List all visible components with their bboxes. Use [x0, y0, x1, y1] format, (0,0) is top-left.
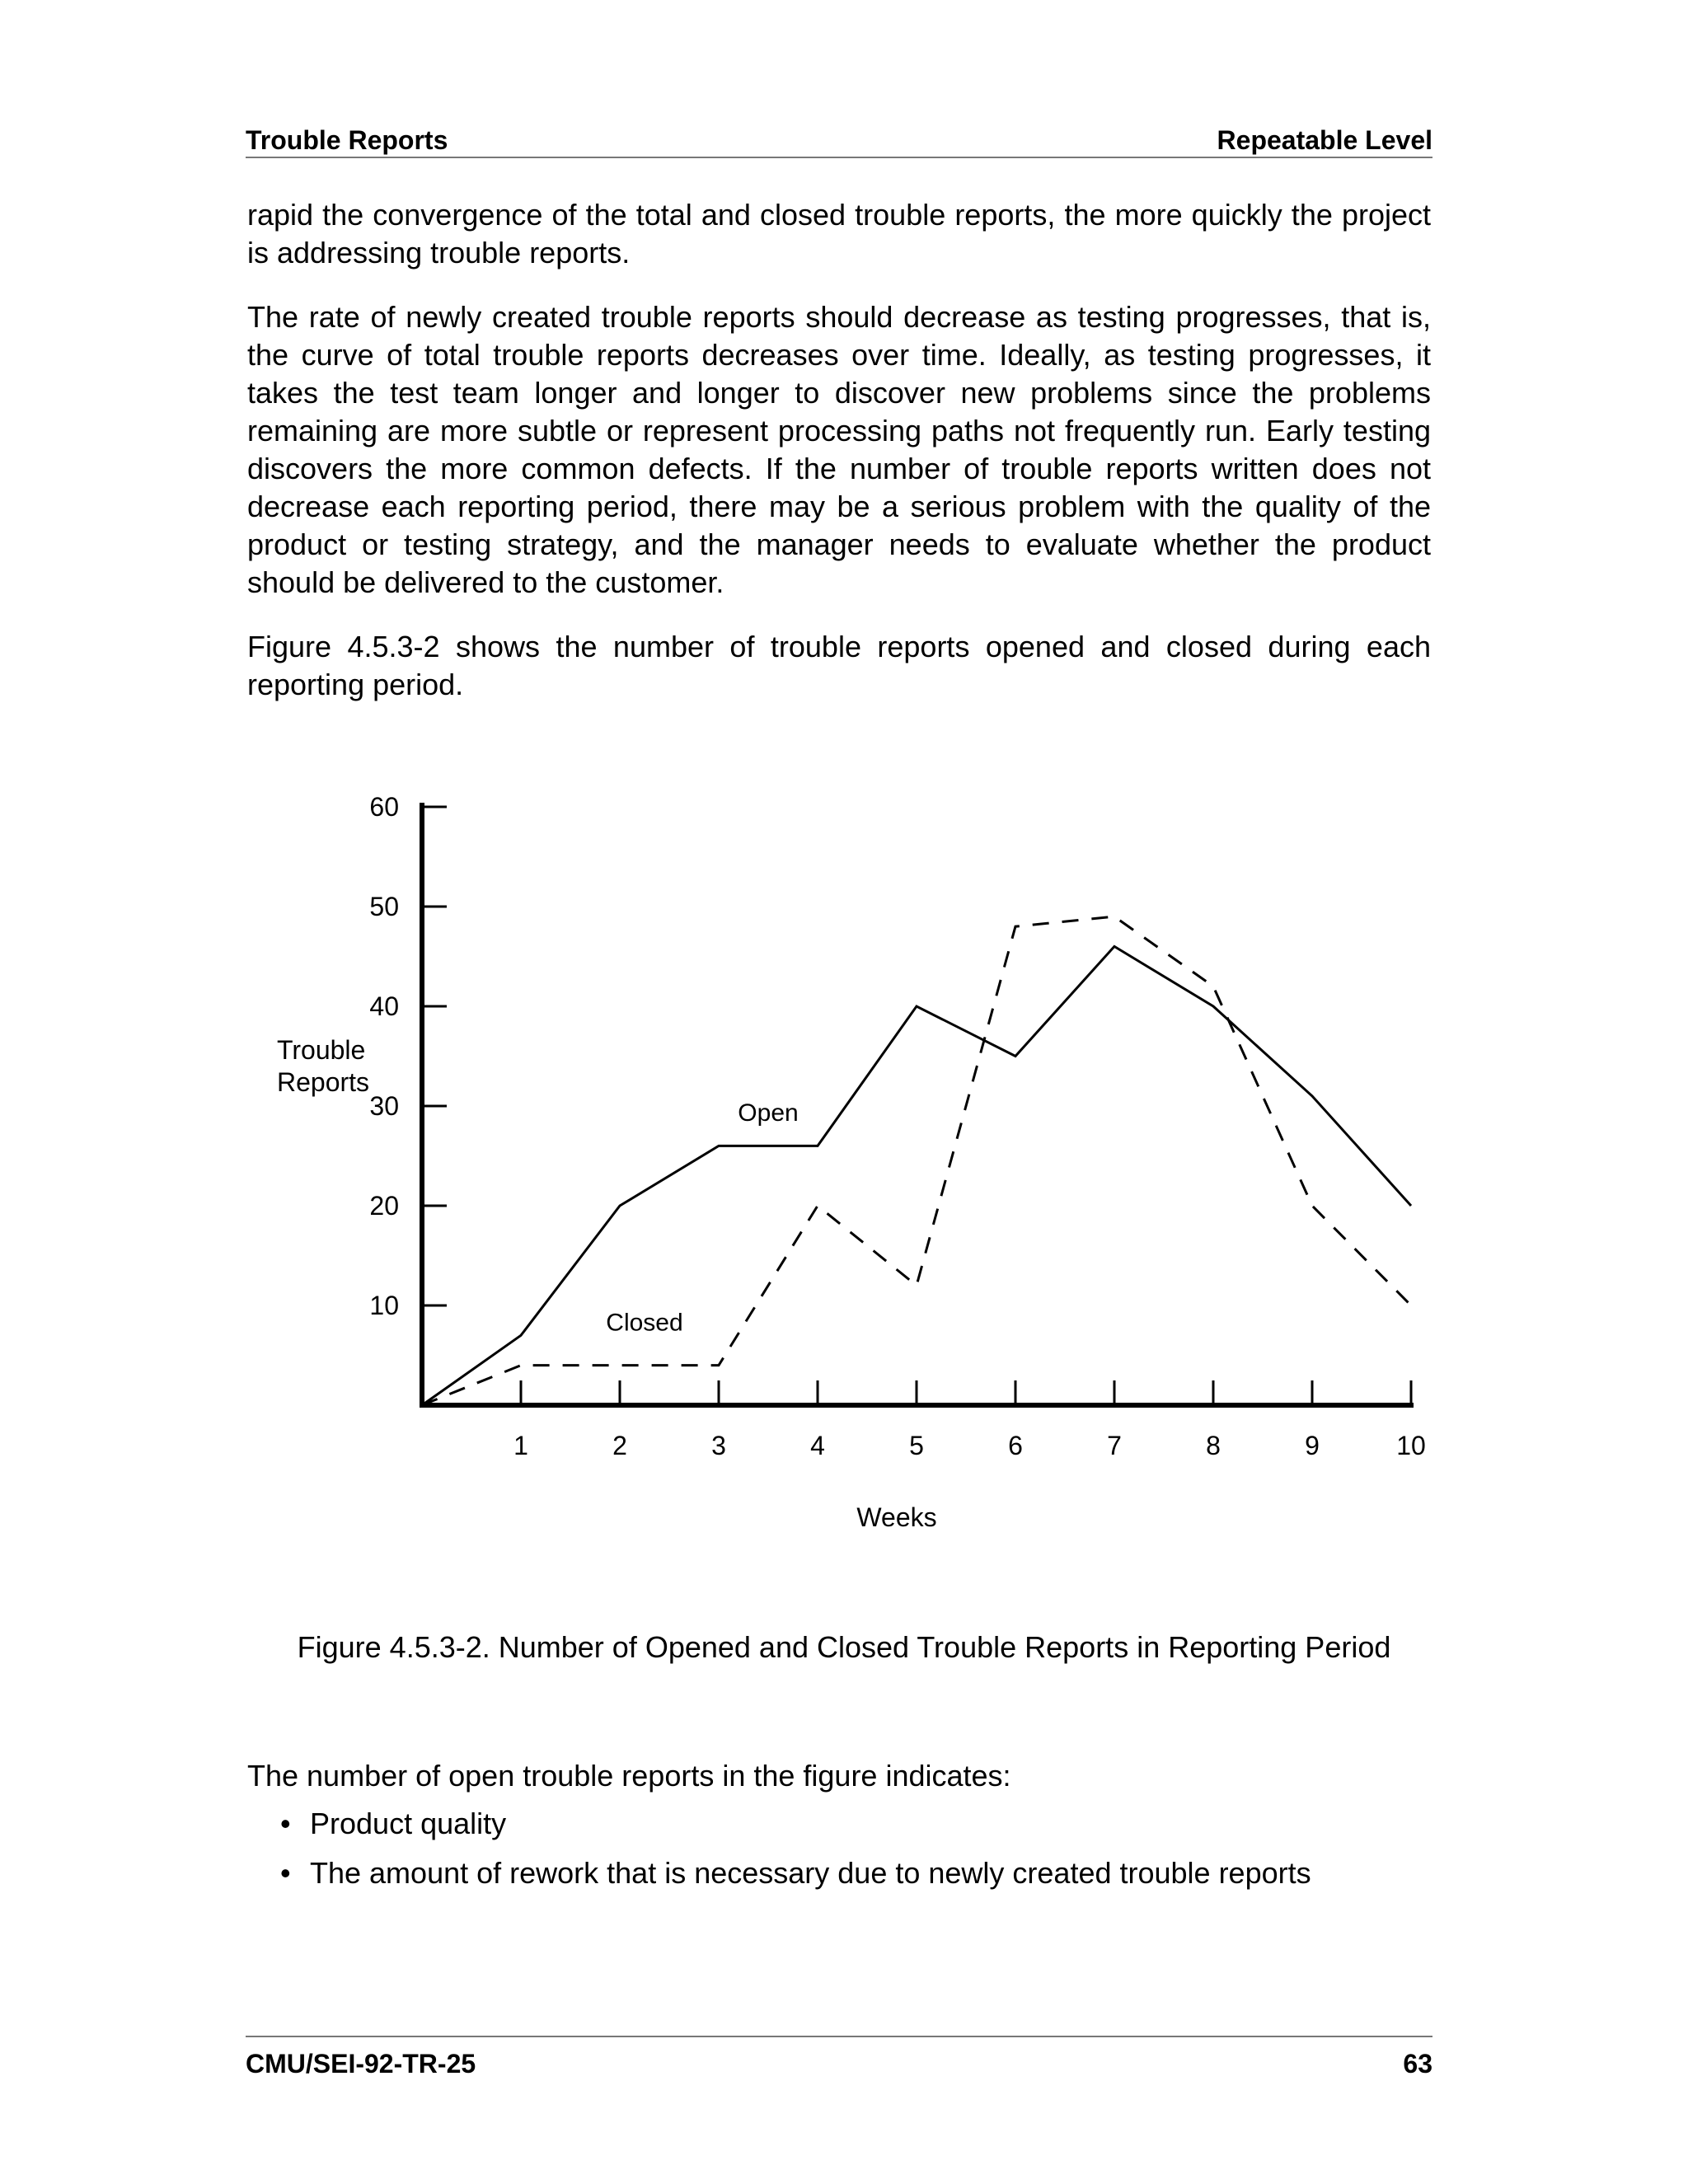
x-tick-label: 7 [1107, 1431, 1122, 1460]
data-point-closed [1114, 916, 1115, 917]
page-header [246, 122, 1432, 158]
indicator-list [280, 1805, 1311, 1904]
figure-caption: Figure 4.5.3-2. Number of Opened and Closed Trouble Reports in Reporting Period [297, 1630, 1391, 1664]
list-item-text: The amount of rework that is necessary due to newly created trouble reports [310, 1856, 1311, 1890]
trouble-reports-chart [0, 775, 1688, 1566]
x-tick-label: 10 [1396, 1431, 1426, 1460]
x-axis [420, 1380, 1426, 1460]
paragraph-rate: The rate of newly created trouble reports should decrease as testing progresses, that is, the curve of total trouble reports decreases over time. Ideally, as testing progresses, it takes the test team longer and longer to discover new problems since the problems remaining are more subtle or represent processing paths not frequently run. Early testing discovers the more common defects. If the number of trouble reports written does not decrease each reporting period, there may be a serious problem with the quality of the product or testing strategy, and the manager needs to evaluate whether the product should be delivered to the customer. [247, 300, 1431, 599]
x-tick-label: 3 [711, 1431, 726, 1460]
series-line-closed [422, 916, 1411, 1405]
x-tick-label: 4 [810, 1431, 825, 1460]
y-tick-label: 30 [369, 1091, 399, 1121]
series-label-open: Open [738, 1099, 799, 1127]
list-item [280, 1805, 1311, 1854]
data-point-closed [1411, 1305, 1412, 1306]
page-number: 63 [1403, 2049, 1432, 2079]
data-point-closed [1213, 986, 1214, 987]
data-point-closed [1312, 1206, 1313, 1207]
y-tick-label: 40 [369, 991, 399, 1021]
series-line-open [422, 946, 1411, 1405]
y-axis-title-line1: Trouble [277, 1035, 366, 1065]
y-tick-label: 20 [369, 1191, 399, 1221]
series [422, 916, 1412, 1406]
paragraph-convergence: rapid the convergence of the total and closed trouble reports, the more quickly the project is addressing trouble reports. [247, 198, 1431, 269]
x-axis-title: Weeks [856, 1502, 937, 1532]
x-tick-label: 8 [1206, 1431, 1221, 1460]
list-item [280, 1854, 1311, 1904]
bullet-icon: • [280, 1807, 291, 1840]
y-tick-label: 10 [369, 1291, 399, 1320]
x-tick-label: 9 [1305, 1431, 1320, 1460]
y-axis-title-line2: Reports [277, 1067, 370, 1097]
x-tick-label: 1 [513, 1431, 528, 1460]
header-section-title: Trouble Reports [246, 125, 448, 155]
paragraph-indicates: The number of open trouble reports in the figure indicates: [247, 1759, 1011, 1793]
list-item-text: Product quality [310, 1807, 507, 1840]
series-label-closed: Closed [606, 1309, 683, 1337]
x-tick-label: 2 [612, 1431, 627, 1460]
x-tick-label: 6 [1008, 1431, 1023, 1460]
paragraph-figure-intro: Figure 4.5.3-2 shows the number of trouble reports opened and closed during each reporting period. [247, 630, 1431, 701]
x-tick-label: 5 [909, 1431, 924, 1460]
report-number: CMU/SEI-92-TR-25 [246, 2049, 476, 2079]
y-axis [369, 792, 447, 1408]
y-tick-label: 50 [369, 892, 399, 921]
data-point-closed [521, 1365, 522, 1366]
page-footer [246, 2036, 1432, 2079]
y-tick-label: 60 [369, 792, 399, 822]
bullet-icon: • [280, 1856, 291, 1890]
header-level-title: Repeatable Level [1217, 125, 1432, 155]
data-point-closed [620, 1365, 621, 1366]
